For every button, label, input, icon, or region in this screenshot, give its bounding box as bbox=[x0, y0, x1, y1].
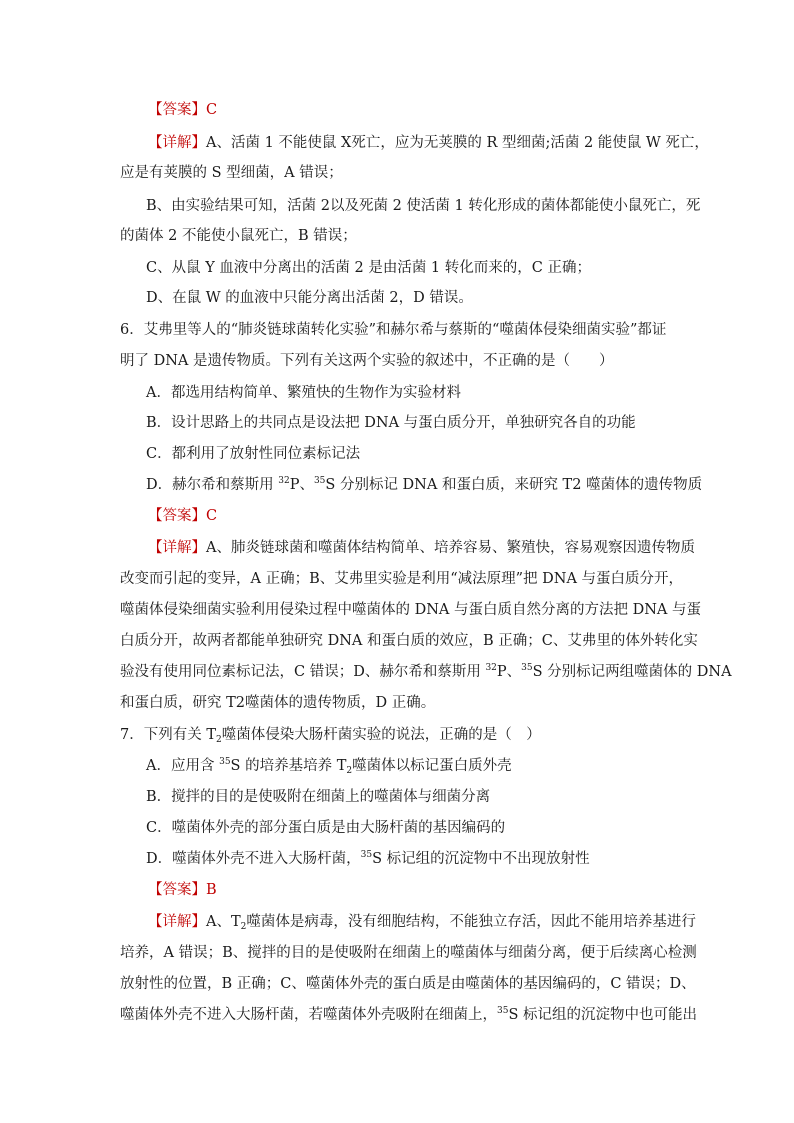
q6-detail-line: 白质分开，故两者都能单独研究 DNA 和蛋白质的效应，B 正确；C、艾弗里的体外转化实 bbox=[120, 633, 698, 649]
detail-tag: 【详解】 bbox=[148, 135, 206, 151]
q6-stem: 6．艾弗里等人的“肺炎链球菌转化实验”和赫尔希与蔡斯的“噬菌体侵染细菌实验”都证 bbox=[120, 322, 667, 338]
answer-value: B bbox=[206, 882, 217, 898]
q6-option-d: D．赫尔希和蔡斯用 $^{32}$P、$^{35}$S 分别标记 DNA 和蛋白质，来研究 T2 噬菌体的遗传物质 bbox=[146, 476, 703, 493]
q5-detail-line: C、从鼠 Y 血液中分离出的活菌 2 是由活菌 1 转化而来的，C 正确； bbox=[146, 260, 591, 276]
q7-stem: 7．下列有关 $T_2$噬菌体侵染大肠杆菌实验的说法，正确的是（ ） bbox=[120, 727, 541, 745]
answer-tag: 【答案】 bbox=[148, 102, 206, 118]
q5-detail-line: 【详解】A、活菌 1 不能使鼠 X死亡，应为无荚膜的 R 型细菌;活菌 2 能使鼠 W 死亡， bbox=[148, 135, 709, 151]
q6-detail-line: 验没有使用同位素标记法，C 错误；D、赫尔希和蔡斯用 $^{32}$P、$^{35}$S 分别标记两组噬菌体的 DNA bbox=[120, 663, 732, 680]
q7-option-d: D．噬菌体外壳不进入大肠杆菌，$^{35}$S 标记组的沉淀物中不出现放射性 bbox=[146, 850, 590, 867]
q7-option-b: B．搅拌的目的是使吸附在细菌上的噬菌体与细菌分离 bbox=[146, 789, 491, 805]
q6-option-b: B．设计思路上的共同点是设法把 DNA 与蛋白质分开，单独研究各自的功能 bbox=[146, 415, 636, 431]
q7-detail-line: 放射性的位置，B 正确；C、噬菌体外壳的蛋白质是由噬菌体的基因编码的，C 错误；D、 bbox=[120, 976, 696, 992]
q5-detail-line: 的菌体 2 不能使小鼠死亡，B 错误； bbox=[120, 228, 357, 244]
q6-answer-line bbox=[148, 506, 217, 526]
detail-tag: 【详解】 bbox=[148, 540, 206, 556]
q5-detail-line: D、在鼠 W 的血液中只能分离出活菌 2，D 错误。 bbox=[146, 290, 473, 306]
q5-detail-line: 应是有荚膜的 S 型细菌，A 错误； bbox=[120, 165, 343, 181]
answer-tag: 【答案】 bbox=[148, 882, 206, 898]
q7-detail-line: 噬菌体外壳不进入大肠杆菌，若噬菌体外壳吸附在细菌上，$^{35}$S 标记组的沉淀物中也可能出 bbox=[120, 1006, 697, 1023]
q6-option-c: C．都利用了放射性同位素标记法 bbox=[146, 446, 361, 462]
q5-answer-line bbox=[148, 100, 217, 120]
answer-value: C bbox=[206, 508, 218, 524]
q7-detail-line: 培养，A 错误；B、搅拌的目的是使吸附在细菌上的噬菌体与细菌分离，便于后续离心检测 bbox=[120, 945, 697, 961]
q5-detail-line: B、由实验结果可知，活菌 2以及死菌 2 使活菌 1 转化形成的菌体都能使小鼠死亡，死 bbox=[146, 198, 701, 214]
q7-option-c: C．噬菌体外壳的部分蛋白质是由大肠杆菌的基因编码的 bbox=[146, 820, 506, 836]
q6-option-a: A．都选用结构简单、繁殖快的生物作为实验材料 bbox=[146, 385, 461, 401]
q6-detail-line: 噬菌体侵染细菌实验利用侵染过程中噬菌体的 DNA 与蛋白质自然分离的方法把 DNA 与蛋 bbox=[120, 602, 702, 618]
q6-detail-line: 和蛋白质，研究 T2噬菌体的遗传物质，D 正确。 bbox=[120, 695, 436, 711]
detail-tag: 【详解】 bbox=[148, 914, 206, 930]
answer-value: C bbox=[206, 102, 218, 118]
q6-stem: 明了 DNA 是遗传物质。下列有关这两个实验的叙述中，不正确的是（ ） bbox=[120, 353, 614, 369]
q7-answer-line bbox=[148, 880, 217, 900]
q6-detail-line: 【详解】A、肺炎链球菌和噬菌体结构简单、培养容易、繁殖快，容易观察因遗传物质 bbox=[148, 540, 695, 556]
q7-option-a: A．应用含 $^{35}$S 的培养基培养 $T_2$噬菌体以标记蛋白质外壳 bbox=[146, 757, 512, 776]
answer-tag: 【答案】 bbox=[148, 508, 206, 524]
q6-detail-line: 改变而引起的变异，A 正确；B、艾弗里实验是利用“减法原理”把 DNA 与蛋白质分开， bbox=[120, 571, 684, 587]
q7-detail-line: 【详解】A、$T_2$噬菌体是病毒，没有细胞结构，不能独立存活，因此不能用培养基进行 bbox=[148, 914, 696, 932]
